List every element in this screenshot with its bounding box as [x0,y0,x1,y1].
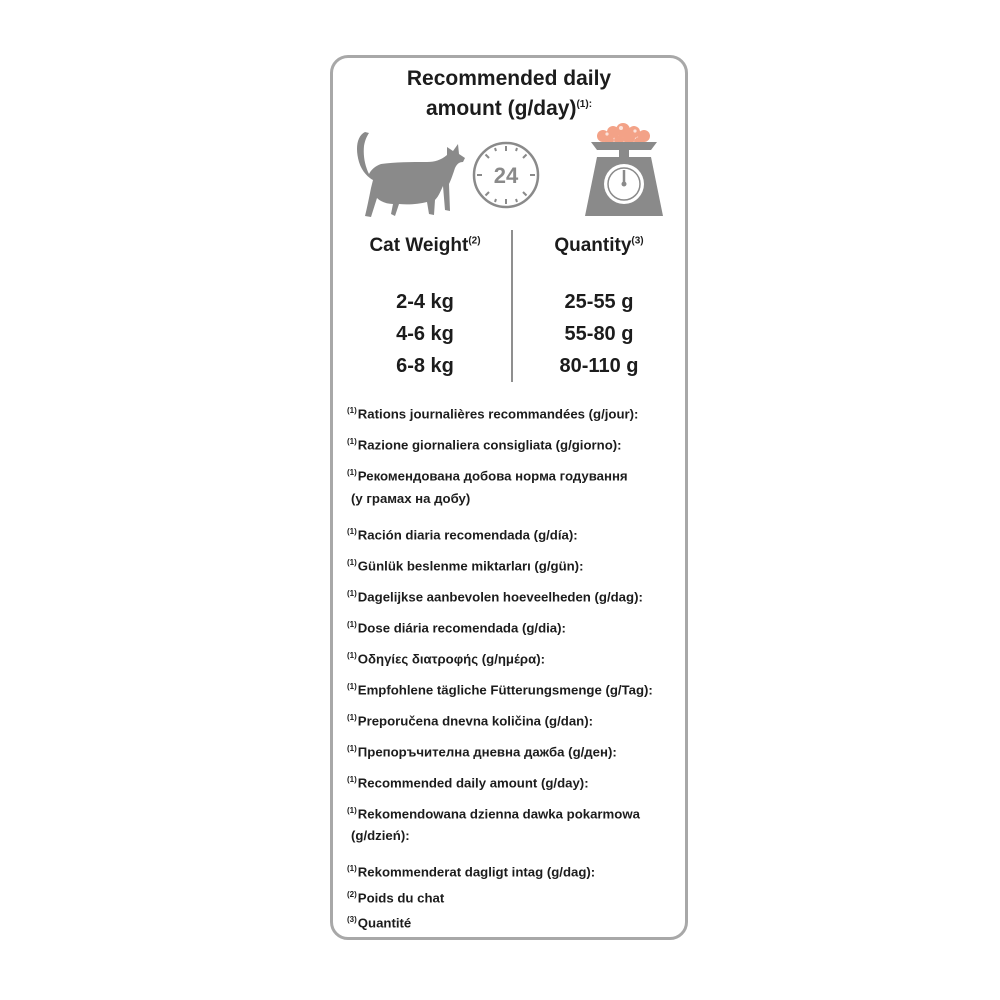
cat-weight-header [345,235,505,257]
quantity-value: 55-80 g [564,323,634,345]
note-text: (g/dzień): [351,828,410,843]
note-item [347,736,683,764]
column-divider [511,230,513,382]
icon-row [333,120,685,220]
note-marker: (1) [347,468,357,477]
note-marker: (1) [347,437,357,446]
note-item [347,643,683,671]
note-item [347,612,683,640]
title-line-2-text: amount (g/day) [425,97,577,120]
note-text: Препоръчителна дневна дажба (g/ден): [357,744,617,760]
note-text: Dose diária recomendada (g/dia): [357,620,566,636]
title-line-2 [333,92,685,122]
note-text: Dagelijkse aanbevolen hoeveelheden (g/dag): [357,589,643,605]
note-text: Rekommenderat dagligt intag (g/dag): [357,864,596,880]
note-text: Poids du chat [357,890,445,906]
note-text: Recommended daily amount (g/day): [357,775,589,791]
note-item [347,460,683,488]
note-text: Οδηγίες διατροφής (g/ημέρα): [357,651,545,667]
note-text: Rekomendowana dzienna dawka pokarmowa [357,806,640,822]
note-marker: (1) [347,589,357,598]
note-text: Günlük beslenme miktarları (g/gün): [357,558,584,574]
note-marker: (1) [347,744,357,753]
note-marker: (1) [347,806,357,815]
cat-weight-header-text: Cat Weight [369,235,469,256]
weight-value: 2-4 kg [396,291,454,313]
quantity-footnote-marker: (3) [631,235,644,247]
note-item [351,486,687,511]
quantity-value: 25-55 g [564,291,634,313]
note-marker: (3) [347,915,357,924]
note-marker: (1) [347,864,357,873]
clock-number: 24 [493,163,519,188]
note-text: Razione giornaliera consigliata (g/giorno): [357,437,622,453]
note-marker: (1) [347,406,357,415]
note-marker: (1) [347,682,357,691]
note-marker: (1) [347,527,357,536]
clock-24h-icon [471,140,541,210]
note-marker: (2) [347,890,357,899]
note-item [351,823,687,848]
note-marker: (1) [347,775,357,784]
weight-value: 6-8 kg [396,355,454,377]
note-text: Preporučena dnevna količina (g/dan): [357,713,594,729]
quantity-values [519,286,679,382]
feeding-guide-card [330,55,688,940]
note-item [347,550,683,578]
kitchen-scale-with-food-icon [579,120,669,220]
note-marker: (1) [347,620,357,629]
note-item [347,519,683,547]
page-title [333,66,685,122]
note-item [347,674,683,702]
weight-value: 4-6 kg [396,323,454,345]
cat-silhouette-icon [347,128,469,220]
cat-weight-footnote-marker: (2) [468,235,481,247]
note-text: Rations journalières recommandées (g/jour): [357,406,639,422]
quantity-header [519,235,679,257]
note-marker: (1) [347,558,357,567]
note-marker: (1) [347,713,357,722]
note-text: Empfohlene tägliche Fütterungsmenge (g/Tag): [357,682,653,698]
title-line-1: Recommended daily [406,67,612,90]
weight-values [345,286,505,382]
note-text: (у грамах на добу) [351,491,471,506]
note-item [347,705,683,733]
note-item [347,398,683,426]
note-item [347,429,683,457]
note-text: Ración diaria recomendada (g/día): [357,527,578,543]
quantity-value: 80-110 g [559,355,639,377]
note-item [347,856,683,884]
title-footnote-marker: (1): [576,99,593,110]
note-item [347,767,683,795]
note-text: Рекомендована добова норма годування [357,468,628,484]
note-text: Quantité [357,915,412,931]
note-item [347,907,683,935]
quantity-header-text: Quantity [554,235,632,256]
note-item [347,581,683,609]
note-marker: (1) [347,651,357,660]
